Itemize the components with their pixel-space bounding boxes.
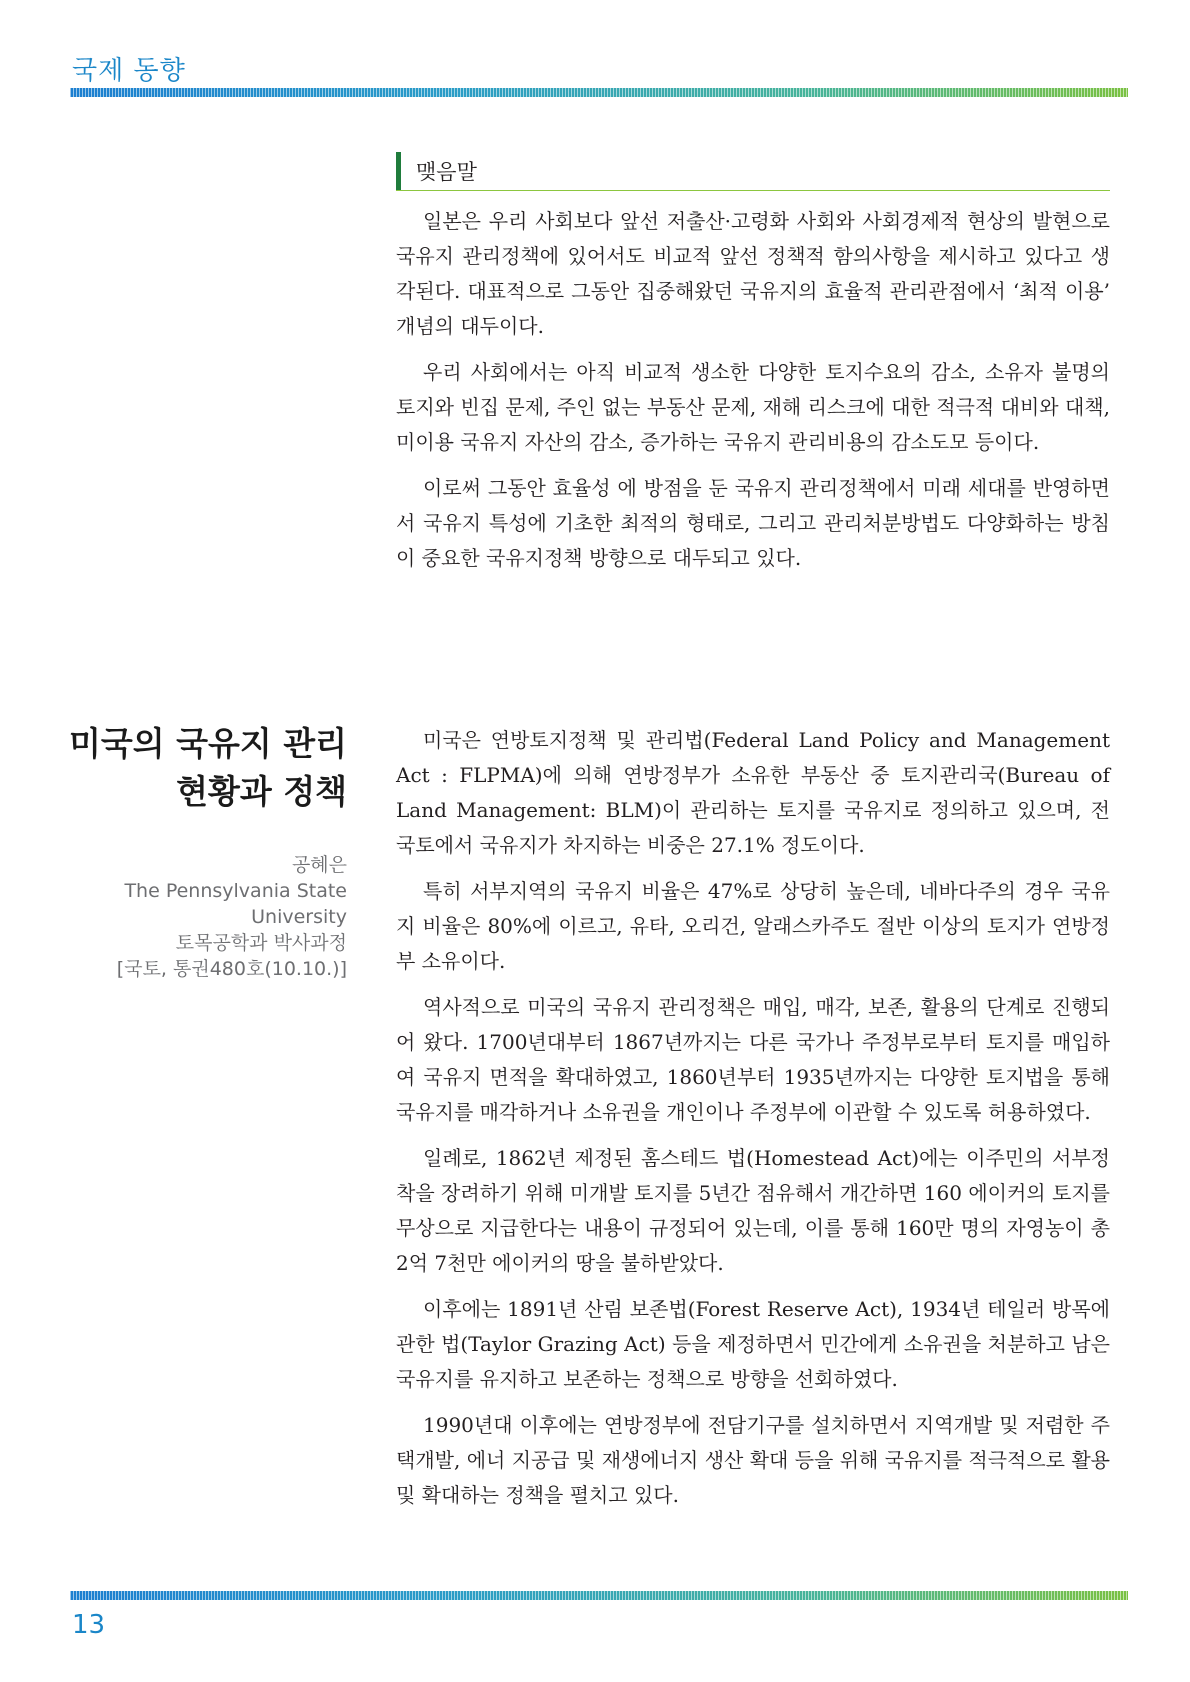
running-header-title: 국제 동향 <box>72 56 186 86</box>
author-info <box>60 852 347 982</box>
author-affiliation: University <box>251 906 347 928</box>
section-heading <box>396 152 1110 191</box>
section-heading-label: 맺음말 <box>416 160 477 184</box>
header-divider-band <box>70 88 1128 97</box>
paragraph: 우리 사회에서는 아직 비교적 생소한 다양한 토지수요의 감소, 소유자 불명의 토지와 빈집 문제, 주인 없는 부동산 문제, 재해 리스크에 대한 적극적 대비와 대책, 미이용 국유지 자산의 감소, 증가하는 국유지 관리비용의 감소도모 등이다. <box>396 360 1110 454</box>
section-heading-marker <box>396 152 401 190</box>
article-title-line: 현황과 정책 <box>176 772 347 811</box>
paragraph: 일본은 우리 사회보다 앞선 저출산·고령화 사회와 사회경제적 현상의 발현으로 국유지 관리정책에 있어서도 비교적 앞선 정책적 함의사항을 제시하고 있다고 생각된다. 대표적으로 그동안 집중해왔던 국유지의 효율적 관리관점에서 ‘최적 이용’ 개념의 대두이다. <box>396 209 1110 338</box>
paragraph: 역사적으로 미국의 국유지 관리정책은 매입, 매각, 보존, 활용의 단계로 진행되어 왔다. 1700년대부터 1867년까지는 다른 국가나 주정부로부터 토지를 매입하여 국유지 면적을 확대하였고, 1860년부터 1935년까지는 다양한 토지법을 통해 국유지를 매각하거나 소유권을 개인이나 주정부에 이관할 수 있도록 허용하였다. <box>396 995 1110 1124</box>
paragraph: 이로써 그동안 효율성 에 방점을 둔 국유지 관리정책에서 미래 세대를 반영하면서 국유지 특성에 기초한 최적의 형태로, 그리고 관리처분방법도 다양화하는 방침이 중요한 국유지정책 방향으로 대두되고 있다. <box>396 476 1110 570</box>
paragraph: 이후에는 1891년 산림 보존법(Forest Reserve Act), 1934년 테일러 방목에 관한 법(Taylor Grazing Act) 등을 제정하면서 민간에게 소유권을 처분하고 남은 국유지를 유지하고 보존하는 정책으로 방향을 선회하였다. <box>396 1297 1110 1391</box>
closing-section-body <box>396 204 1110 587</box>
footer-divider-band <box>70 1591 1128 1600</box>
article-body <box>396 723 1110 1524</box>
article-title <box>60 720 347 816</box>
article-source: [국토, 통권480호(10.10.)] <box>116 958 347 980</box>
paragraph: 일례로, 1862년 제정된 홈스테드 법(Homestead Act)에는 이주민의 서부정착을 장려하기 위해 미개발 토지를 5년간 점유해서 개간하면 160 에이커의 토지를 무상으로 지급한다는 내용이 규정되어 있는데, 이를 통해 160만 명의 자영농이 총 2억 7천만 에이커의 땅을 불하받았다. <box>396 1146 1110 1275</box>
paragraph: 1990년대 이후에는 연방정부에 전담기구를 설치하면서 지역개발 및 저렴한 주택개발, 에너 지공급 및 재생에너지 생산 확대 등을 위해 국유지를 적극적으로 활용 및 확대하는 정책을 펼치고 있다. <box>396 1413 1110 1507</box>
author-affiliation: The Pennsylvania State <box>124 880 347 902</box>
author-name: 공혜은 <box>291 854 347 876</box>
paragraph: 미국은 연방토지정책 및 관리법(Federal Land Policy and Management Act : FLPMA)에 의해 연방정부가 소유한 부동산 중 토지관리국(Bureau of Land Management: BLM)이 관리하는 토지를 국유지로 정의하고 있으며, 전 국토에서 국유지가 차지하는 비중은 27.1% 정도이다. <box>396 728 1110 857</box>
page-number: 13 <box>72 1610 106 1640</box>
author-department: 토목공학과 박사과정 <box>175 932 347 954</box>
article-title-line: 미국의 국유지 관리 <box>68 724 347 763</box>
paragraph: 특히 서부지역의 국유지 비율은 47%로 상당히 높은데, 네바다주의 경우 국유지 비율은 80%에 이르고, 유타, 오리건, 알래스카주도 절반 이상의 토지가 연방정부 소유이다. <box>396 879 1110 973</box>
